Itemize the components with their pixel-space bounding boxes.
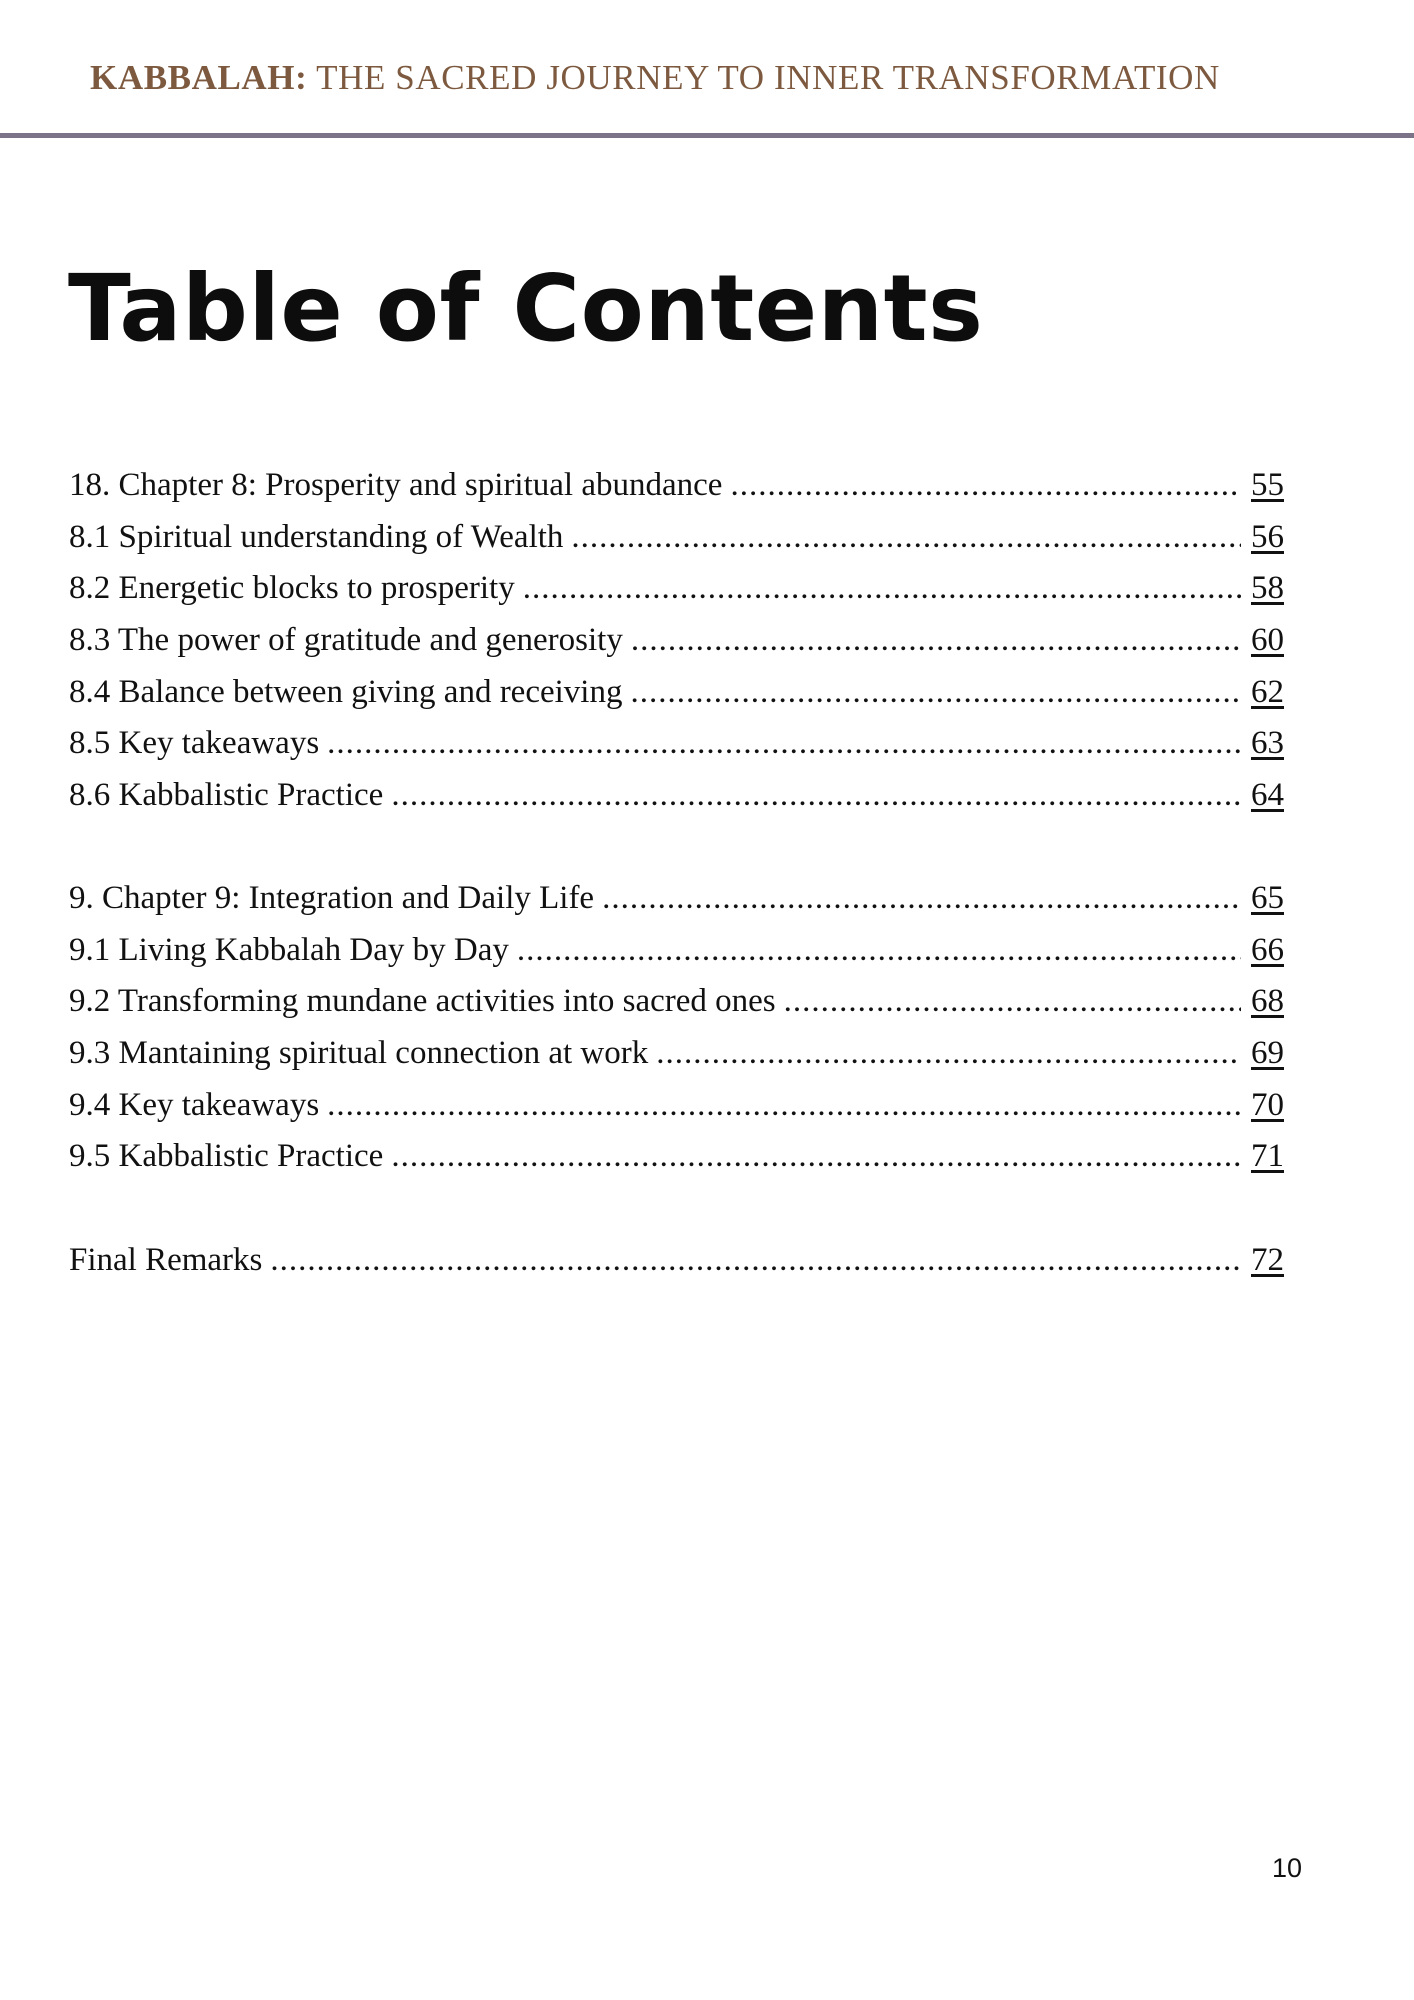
toc-entry[interactable] — [69, 519, 1299, 571]
toc-entry-label: 9. Chapter 9: Integration and Daily Life — [69, 880, 595, 916]
toc-entry-label: 8.2 Energetic blocks to prosperity — [69, 570, 515, 607]
dot-leader — [571, 519, 1241, 556]
dot-leader — [784, 983, 1241, 1020]
toc-section-chapter-8 — [69, 467, 1299, 829]
dot-leader — [656, 1035, 1241, 1072]
toc-entry[interactable] — [69, 1035, 1299, 1087]
dot-leader — [630, 674, 1241, 711]
dot-leader — [523, 570, 1241, 607]
toc-page-link[interactable]: 60 — [1251, 622, 1284, 659]
toc-entry[interactable] — [69, 777, 1299, 829]
toc-page-link[interactable]: 69 — [1251, 1035, 1284, 1072]
toc-entry-label: 9.2 Transforming mundane activities into sacred ones — [69, 983, 776, 1020]
toc-page-link[interactable]: 72 — [1251, 1242, 1284, 1278]
toc-page-link[interactable]: 63 — [1251, 725, 1284, 762]
toc-entry[interactable] — [69, 674, 1299, 726]
toc-entry-label: 8.6 Kabbalistic Practice — [69, 777, 384, 814]
toc-entry[interactable] — [69, 725, 1299, 777]
dot-leader — [391, 777, 1241, 814]
toc-page-link[interactable]: 70 — [1251, 1086, 1284, 1123]
dot-leader — [327, 725, 1241, 762]
toc-entry-label: 9.4 Key takeaways — [69, 1086, 320, 1123]
book-title-rest: THE SACRED JOURNEY TO INNER TRANSFORMATION — [316, 58, 1220, 97]
dot-leader — [327, 1087, 1241, 1124]
toc-page-link[interactable]: 66 — [1251, 931, 1284, 968]
toc-section-final — [69, 1242, 1299, 1294]
toc-entry[interactable] — [69, 570, 1299, 622]
page-title: Table of Contents — [68, 255, 984, 362]
toc-entry-label: 8.1 Spiritual understanding of Wealth — [69, 518, 564, 555]
toc-entry-label: Final Remarks — [69, 1242, 263, 1278]
dot-leader — [517, 932, 1241, 969]
dot-leader — [602, 880, 1241, 917]
page-number: 10 — [1272, 1853, 1303, 1883]
dot-leader — [631, 622, 1241, 659]
toc-page-link[interactable]: 64 — [1251, 777, 1284, 814]
toc-entry[interactable] — [69, 467, 1299, 519]
toc-entry-label: 8.5 Key takeaways — [69, 725, 320, 762]
toc-section-chapter-9 — [69, 880, 1299, 1190]
toc-entry[interactable] — [69, 880, 1299, 932]
toc-page-link[interactable]: 71 — [1251, 1138, 1284, 1175]
toc-entry[interactable] — [69, 1138, 1299, 1190]
dot-leader — [391, 1138, 1241, 1175]
toc-entry-label: 8.4 Balance between giving and receiving — [69, 673, 623, 710]
toc-page-link[interactable]: 55 — [1251, 467, 1284, 503]
toc-entry-label: 18. Chapter 8: Prosperity and spiritual abundance — [69, 467, 723, 503]
toc-entry-label: 9.3 Mantaining spiritual connection at work — [69, 1035, 649, 1072]
toc-entry-label: 9.5 Kabbalistic Practice — [69, 1138, 384, 1175]
toc-page-link[interactable]: 68 — [1251, 983, 1284, 1020]
toc-page-link[interactable]: 58 — [1251, 570, 1284, 607]
toc-entry[interactable] — [69, 622, 1299, 674]
book-title-strong: KABBALAH: — [90, 58, 308, 97]
toc-page-link[interactable]: 62 — [1251, 673, 1284, 710]
dot-leader — [270, 1242, 1241, 1279]
dot-leader — [730, 467, 1241, 504]
running-header — [0, 0, 1414, 138]
book-title — [90, 58, 1220, 98]
toc-entry[interactable] — [69, 983, 1299, 1035]
toc-entry[interactable] — [69, 1087, 1299, 1139]
toc-entry-label: 9.1 Living Kabbalah Day by Day — [69, 931, 509, 968]
toc-entry-label: 8.3 The power of gratitude and generosity — [69, 622, 623, 659]
toc-entry[interactable] — [69, 1242, 1299, 1294]
toc-entry[interactable] — [69, 932, 1299, 984]
toc-page-link[interactable]: 65 — [1251, 880, 1284, 916]
toc-page-link[interactable]: 56 — [1251, 518, 1284, 555]
